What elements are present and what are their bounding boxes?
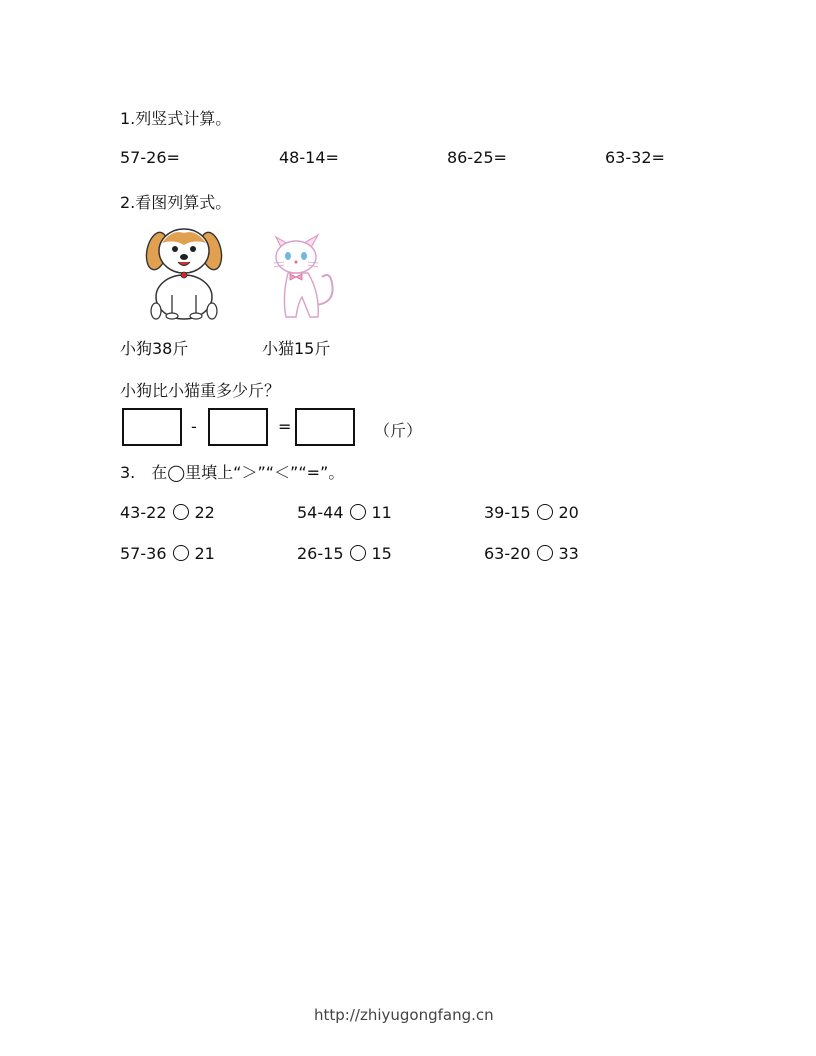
compare-circle[interactable] — [173, 545, 189, 561]
compare-circle[interactable] — [350, 504, 366, 520]
compare-item: 39-15 20 — [484, 503, 579, 522]
compare-circle[interactable] — [537, 504, 553, 520]
answer-box-3[interactable] — [295, 408, 355, 446]
compare-item: 43-22 22 — [120, 503, 215, 522]
unit-label: （斤） — [374, 421, 423, 440]
compare-item: 54-44 11 — [297, 503, 392, 522]
compare-circle[interactable] — [350, 545, 366, 561]
compare-circle[interactable] — [173, 504, 189, 520]
compare-item: 63-20 33 — [484, 544, 579, 563]
cat-caption: 小猫15斤 — [262, 339, 331, 358]
footer-url: http://zhiyugongfang.cn — [314, 1006, 494, 1024]
compare-item: 26-15 15 — [297, 544, 392, 563]
problem-2: 48-14= — [279, 148, 339, 167]
equals-sign: = — [278, 417, 292, 436]
section-3-title: 3. 在◯里填上“＞”“＜”“=”。 — [120, 463, 345, 482]
dog-illustration — [142, 225, 226, 321]
compare-circle[interactable] — [537, 545, 553, 561]
minus-sign: - — [191, 417, 197, 436]
answer-box-2[interactable] — [208, 408, 268, 446]
problem-4: 63-32= — [605, 148, 665, 167]
problem-1: 57-26= — [120, 148, 180, 167]
question-text: 小狗比小猫重多少斤？ — [120, 381, 281, 400]
section-1-title: 1.列竖式计算。 — [120, 109, 232, 128]
problem-3: 86-25= — [447, 148, 507, 167]
dog-caption: 小狗38斤 — [120, 339, 189, 358]
cat-illustration — [266, 227, 342, 321]
answer-box-1[interactable] — [122, 408, 182, 446]
section-2-title: 2.看图列算式。 — [120, 193, 232, 212]
compare-item: 57-36 21 — [120, 544, 215, 563]
